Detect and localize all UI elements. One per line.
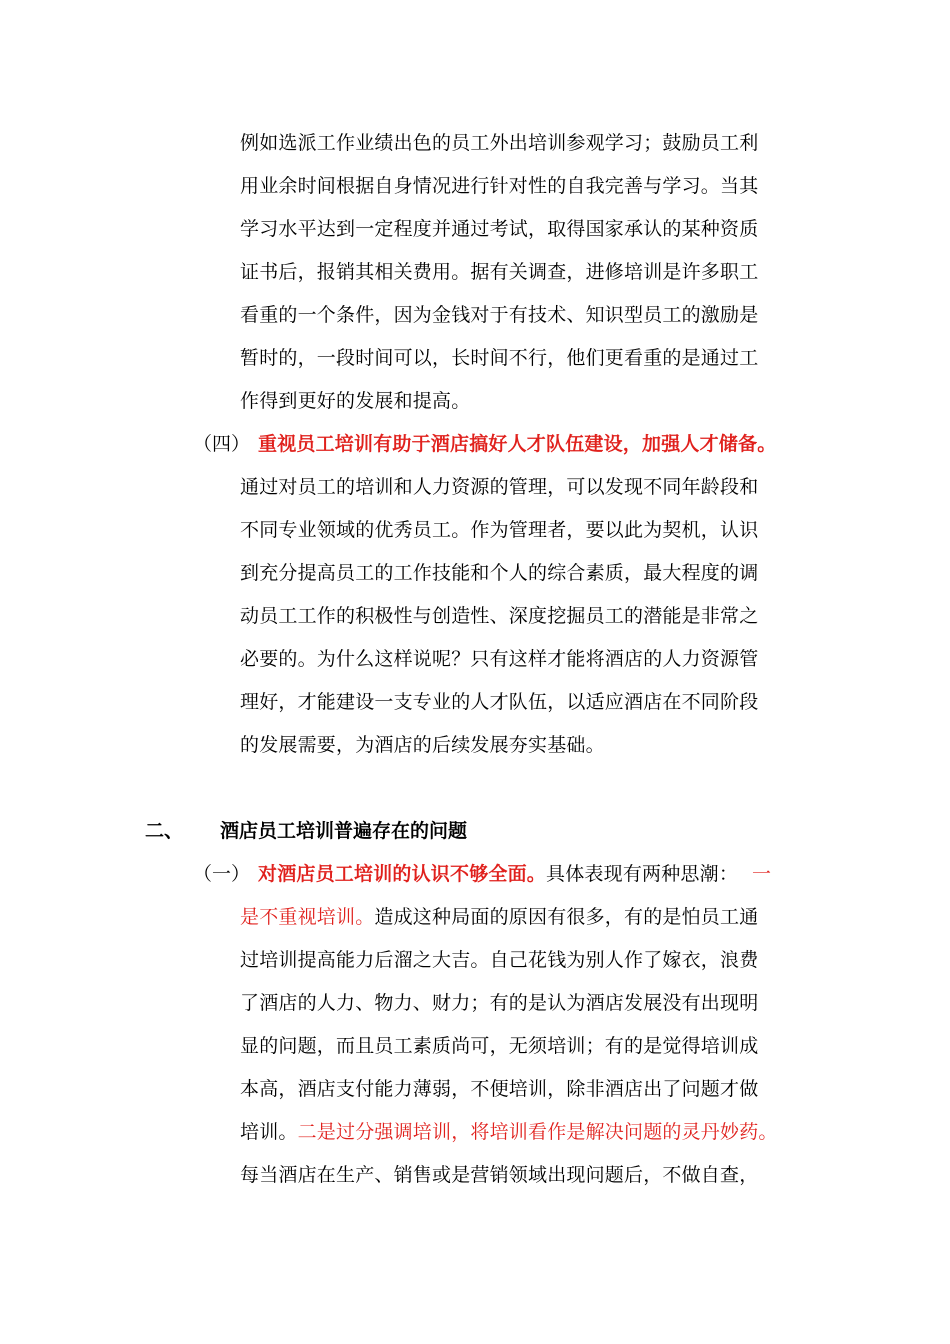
paragraph-line: 通过对员工的培训和人力资源的管理，可以发现不同年龄段和 bbox=[240, 476, 759, 498]
item-marker: （一） bbox=[193, 863, 251, 885]
paragraph-line: 到充分提高员工的工作技能和个人的综合素质，最大程度的调 bbox=[240, 562, 759, 584]
paragraph-line: 用业余时间根据自身情况进行针对性的自我完善与学习。当其 bbox=[240, 175, 759, 197]
item-heading-line bbox=[258, 862, 848, 886]
section-number: 二、 bbox=[145, 820, 184, 842]
item-heading: 重视员工培训有助于酒店搞好人才队伍建设，加强人才储备。 bbox=[258, 433, 777, 455]
item-marker: （四） bbox=[193, 433, 251, 455]
red-phrase: 是不重视培训。 bbox=[240, 906, 375, 928]
paragraph-line: 例如选派工作业绩出色的员工外出培训参观学习；鼓励员工利 bbox=[240, 132, 759, 154]
paragraph-text: 造成这种局面的原因有很多，有的是怕员工通 bbox=[374, 906, 759, 928]
paragraph-line: 看重的一个条件，因为金钱对于有技术、知识型员工的激励是 bbox=[240, 304, 759, 326]
paragraph-line: 暂时的，一段时间可以，长时间不行，他们更看重的是通过工 bbox=[240, 347, 759, 369]
paragraph-line: 每当酒店在生产、销售或是营销领域出现问题后，不做自查， bbox=[240, 1164, 759, 1186]
paragraph-line: 显的问题，而且员工素质尚可，无须培训；有的是觉得培训成 bbox=[240, 1035, 759, 1057]
paragraph-line: 了酒店的人力、物力、财力；有的是认为酒店发展没有出现明 bbox=[240, 992, 759, 1014]
paragraph-line: 动员工工作的积极性与创造性、深度挖掘员工的潜能是非常之 bbox=[240, 605, 759, 627]
heading-tail: 具体表现有两种思潮： bbox=[546, 863, 739, 885]
paragraph-text: 培训。 bbox=[240, 1121, 298, 1143]
red-phrase: 二是过分强调培训，将培训看作是解决问题的灵丹妙药。 bbox=[297, 1121, 778, 1143]
paragraph-line: 本高，酒店支付能力薄弱，不便培训，除非酒店出了问题才做 bbox=[240, 1078, 759, 1100]
paragraph-line: 不同专业领域的优秀员工。作为管理者，要以此为契机，认识 bbox=[240, 519, 759, 541]
paragraph-line: 学习水平达到一定程度并通过考试，取得国家承认的某种资质 bbox=[240, 218, 759, 240]
item-heading: 对酒店员工培训的认识不够全面。 bbox=[258, 863, 547, 885]
paragraph-line: 必要的。为什么这样说呢？只有这样才能将酒店的人力资源管 bbox=[240, 648, 759, 670]
paragraph-line bbox=[240, 1120, 860, 1144]
paragraph-line: 的发展需要，为酒店的后续发展夯实基础。 bbox=[240, 734, 605, 756]
paragraph-line: 作得到更好的发展和提高。 bbox=[240, 390, 471, 412]
paragraph-line: 证书后，报销其相关费用。据有关调查，进修培训是许多职工 bbox=[240, 261, 759, 283]
paragraph-line bbox=[240, 905, 840, 929]
paragraph-line: 过培训提高能力后溜之大吉。自己花钱为别人作了嫁衣，浪费 bbox=[240, 949, 759, 971]
red-start: 一 bbox=[752, 863, 772, 885]
section-title: 酒店员工培训普遍存在的问题 bbox=[220, 820, 468, 842]
paragraph-line: 理好，才能建设一支专业的人才队伍，以适应酒店在不同阶段 bbox=[240, 691, 759, 713]
